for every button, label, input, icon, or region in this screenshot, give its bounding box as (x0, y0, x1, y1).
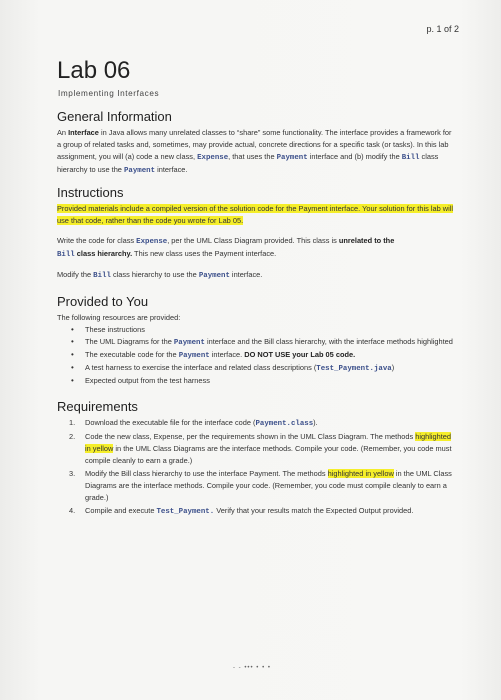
provided-intro: The following resources are provided: (57, 313, 181, 322)
term-bill: Bill (401, 154, 420, 162)
heading-requirements: Requirements (57, 399, 138, 414)
general-paragraph: An Interface in Java allows many unrelated classes to “share” some functionality. The interface provides a framework for a group of related tasks and, sometimes, may provide actual, concrete directions for a specific task (or tasks). In this lab assignment, you will (a) code a new class, Expense, that uses the Payment interface and (b) modify the Bill class hierarchy to use the Payment interface. (57, 128, 452, 175)
lab-title: Lab 06 (57, 57, 131, 84)
instructions-paragraph-bill: Modify the Bill class hierarchy to use the Payment interface. (57, 270, 263, 280)
term-bill: Bill (57, 251, 75, 259)
term-payment: Payment (276, 154, 308, 162)
term-unrelated: unrelated to the (338, 236, 395, 245)
instructions-paragraph-expense: Write the code for class Expense, per the UML Class Diagram provided. This class is unrelated to the Bill class hierarchy. This new class uses the Payment interface. (57, 236, 395, 259)
list-item: • These instructions (71, 325, 145, 334)
term-expense: Expense (197, 154, 229, 162)
term-bill: Bill (93, 272, 111, 280)
list-item: 3. Modify the Bill class hierarchy to use the interface Payment. The methods highlighted in yellow in the UML Class Diagrams are the interface methods. Compile your code. (Remember, you code must compile cleanly to earn a grade.) (69, 469, 452, 502)
provided-list (57, 324, 457, 387)
list-item: 1. Download the executable file for the interface code (Payment.class). (69, 418, 318, 428)
file-payment-class: Payment.class (255, 420, 314, 428)
term-interface: Interface (68, 128, 99, 137)
heading-instructions: Instructions (57, 185, 124, 200)
section-instructions (57, 185, 457, 282)
instructions-highlight (57, 203, 457, 227)
footer-marks: - - ••• • • • (233, 665, 271, 671)
highlighted-phrase: highlighted in yellow (327, 469, 394, 478)
heading-provided: Provided to You (57, 294, 149, 309)
file-test-payment: Test_Payment. (156, 508, 215, 516)
highlighted-note: Provided materials include a compiled version of the solution code for the Payment interface. Your solution for this lab will use that code, rather than the code you wrote for Lab 05. (57, 204, 454, 225)
term-payment: Payment (173, 339, 205, 347)
list-item: • The UML Diagrams for the Payment interface and the Bill class hierarchy, with the interface methods highlighted (71, 337, 453, 347)
list-item: • The executable code for the Payment interface. DO NOT USE your Lab 05 code. (71, 350, 356, 360)
list-item: 4. Compile and execute Test_Payment. Verify that your results match the Expected Output provided. (69, 506, 414, 516)
requirements-list (57, 417, 457, 518)
warning-text: DO NOT USE your Lab 05 code. (244, 350, 356, 359)
list-item: 2. Code the new class, Expense, per the requirements shown in the UML Class Diagram. The methods highlighted in yellow in the UML Class Diagrams are the interface methods. Compile your code. (Remember, you code must compile cleanly to earn a grade.) (69, 432, 452, 465)
list-item: • Expected output from the test harness (71, 376, 210, 385)
section-provided (57, 294, 457, 387)
list-item: • A test harness to exercise the interface and related class descriptions (Test_Payment.java) (71, 363, 395, 373)
page-number: p. 1 of 2 (426, 24, 459, 34)
content (57, 109, 457, 519)
term-payment: Payment (198, 272, 230, 280)
section-requirements (57, 399, 457, 518)
section-general-information (57, 109, 457, 177)
file-test-payment: Test_Payment.java (316, 365, 392, 373)
highlighted-phrase: highlighted in yellow (85, 432, 452, 453)
lab-subtitle: Implementing Interfaces (58, 89, 160, 98)
term-payment: Payment (123, 167, 156, 175)
heading-general-information: General Information (57, 109, 172, 124)
term-expense: Expense (136, 238, 168, 246)
term-payment: Payment (178, 352, 210, 360)
